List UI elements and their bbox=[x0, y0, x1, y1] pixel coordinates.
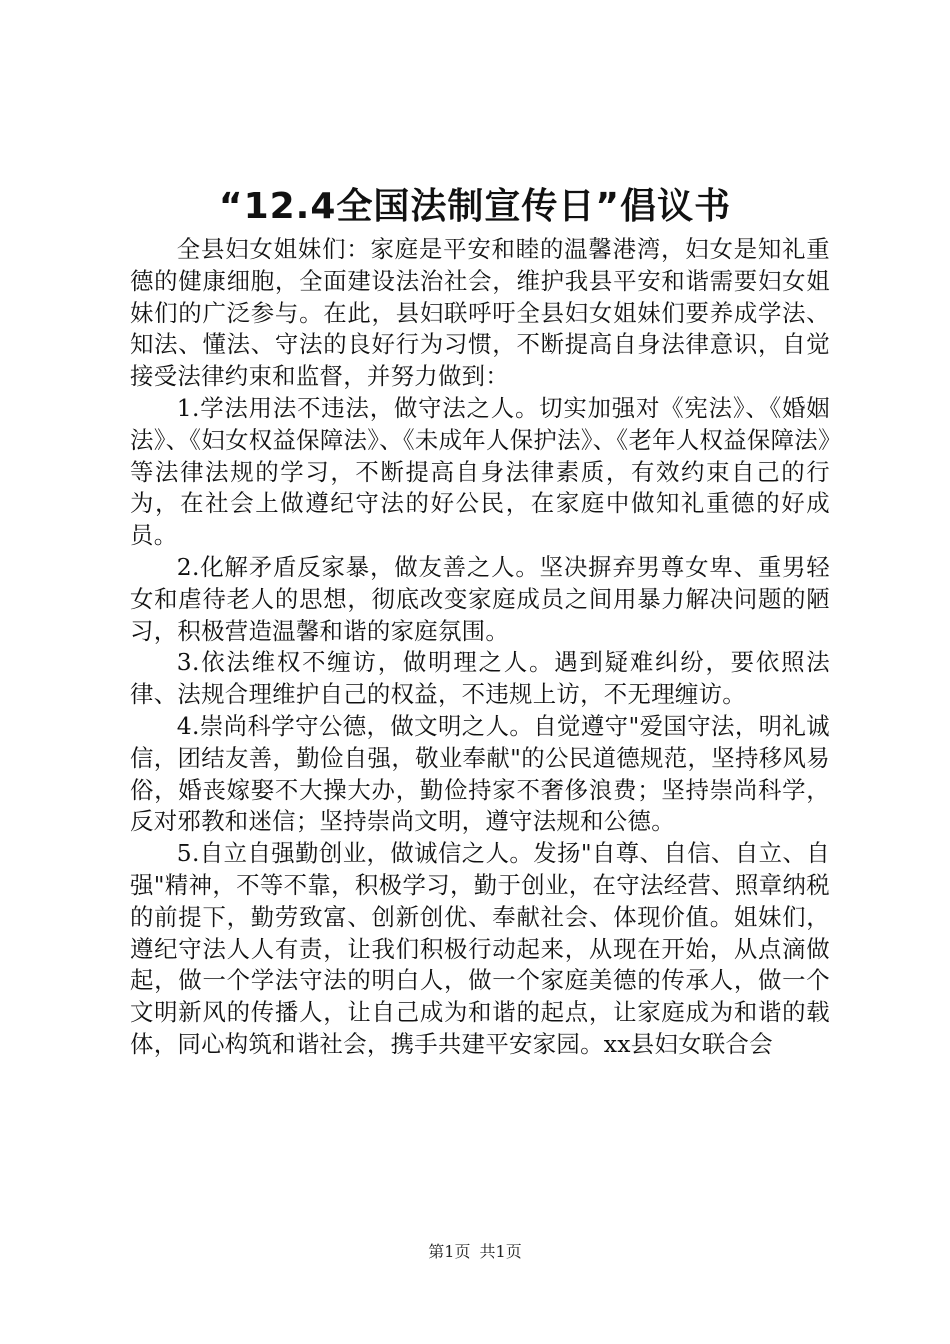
paragraph-item-3: 3.依法维权不缠访，做明理之人。遇到疑难纠纷，要依照法律、法规合理维护自己的权益，不违规上访，不无理缠访。 bbox=[130, 648, 830, 709]
paragraph-item-5: 5.自立自强勤创业，做诚信之人。发扬"自尊、自信、自立、自强"精神，不等不靠，积极学习，勤于创业，在守法经营、照章纳税的前提下，勤劳致富、创新创优、奉献社会、体现价值。姐妹们，遵纪守法人人有责，让我们积极行动起来，从现在开始，从点滴做起，做一个学法守法的明白人，做一个家庭美德的传承人，做一个文明新风的传播人，让自己成为和谐的起点，让家庭成为和谐的载体，同心构筑和谐社会，携手共建平安家园。xx县妇女联合会 bbox=[130, 839, 830, 1058]
document-body bbox=[130, 234, 830, 1061]
document-title: “12.4全国法制宣传日”倡议书 bbox=[218, 186, 732, 227]
paragraph-item-1: 1.学法用法不违法，做守法之人。切实加强对《宪法》、《婚姻法》、《妇女权益保障法》、《未成年人保护法》、《老年人权益保障法》等法律法规的学习，不断提高自身法律素质，有效约束自己的行为，在社会上做遵纪守法的好公民，在家庭中做知礼重德的好成员。 bbox=[130, 393, 830, 550]
page-total: 共1页 bbox=[479, 1242, 522, 1261]
page-number: 第1页 bbox=[428, 1242, 471, 1261]
page-footer bbox=[0, 1241, 950, 1263]
paragraph-item-2: 2.化解矛盾反家暴，做友善之人。坚决摒弃男尊女卑、重男轻女和虐待老人的思想，彻底改变家庭成员之间用暴力解决问题的陋习，积极营造温馨和谐的家庭氛围。 bbox=[130, 552, 830, 645]
paragraph-intro: 全县妇女姐妹们：家庭是平安和睦的温馨港湾，妇女是知礼重德的健康细胞，全面建设法治社会，维护我县平安和谐需要妇女姐妹们的广泛参与。在此，县妇联呼吁全县妇女姐妹们要养成学法、知法、懂法、守法的良好行为习惯，不断提高自身法律意识，自觉接受法律约束和监督，并努力做到： bbox=[130, 235, 830, 391]
paragraph-item-4: 4.崇尚科学守公德，做文明之人。自觉遵守"爱国守法，明礼诚信，团结友善，勤俭自强，敬业奉献"的公民道德规范，坚持移风易俗，婚丧嫁娶不大操大办，勤俭持家不奢侈浪费；坚持崇尚科学，反对邪教和迷信；坚持崇尚文明，遵守法规和公德。 bbox=[130, 711, 830, 836]
